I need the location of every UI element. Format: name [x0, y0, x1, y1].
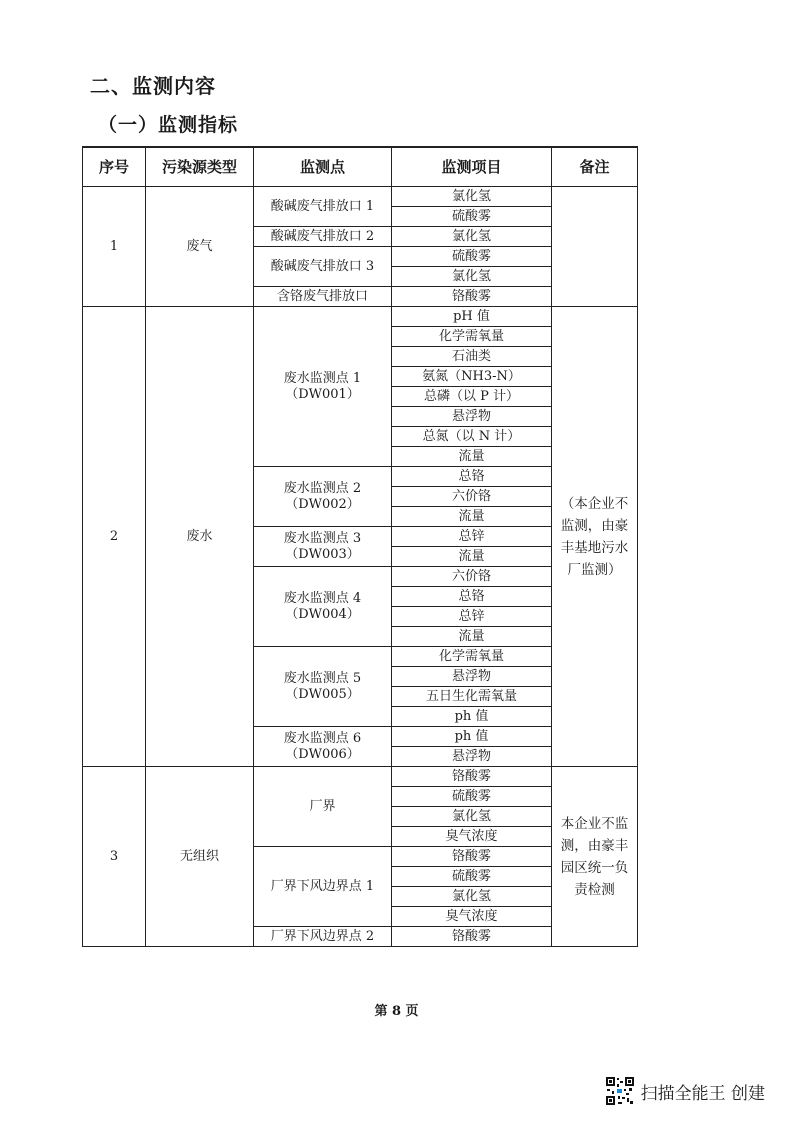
cell-note: （本企业不监测，由豪丰基地污水厂监测） — [552, 307, 638, 767]
cell-point: 酸碱废气排放口 2 — [254, 227, 392, 247]
cell-point: 厂界 — [254, 767, 392, 847]
cell-point: 废水监测点 6 （DW006） — [254, 727, 392, 767]
cell-point: 废水监测点 3 （DW003） — [254, 527, 392, 567]
cell-point: 厂界下风边界点 1 — [254, 847, 392, 927]
cell-type: 废水 — [146, 307, 254, 767]
table-row — [83, 767, 638, 787]
cell-no: 2 — [83, 307, 146, 767]
cell-item: 化学需氧量 — [392, 327, 552, 347]
table-header-row — [83, 147, 638, 187]
cell-note — [552, 187, 638, 307]
cell-item: 石油类 — [392, 347, 552, 367]
section-heading: 二、监测内容 — [90, 74, 216, 98]
cell-item: 硫酸雾 — [392, 787, 552, 807]
cell-item: 氨氮（NH3-N） — [392, 367, 552, 387]
cell-item: 氯化氢 — [392, 807, 552, 827]
cell-point: 废水监测点 5 （DW005） — [254, 647, 392, 727]
cell-item: 臭气浓度 — [392, 907, 552, 927]
cell-item: 硫酸雾 — [392, 867, 552, 887]
header-cell-point: 监测点 — [254, 147, 392, 187]
cell-item: 五日生化需氧量 — [392, 687, 552, 707]
cell-item: pH 值 — [392, 307, 552, 327]
cell-point: 含铬废气排放口 — [254, 287, 392, 307]
cell-point: 废水监测点 1 （DW001） — [254, 307, 392, 467]
scanner-watermark — [605, 1076, 765, 1106]
cell-item: 流量 — [392, 627, 552, 647]
header-cell-type: 污染源类型 — [146, 147, 254, 187]
cell-point: 废水监测点 2 （DW002） — [254, 467, 392, 527]
cell-no: 1 — [83, 187, 146, 307]
cell-item: 铬酸雾 — [392, 847, 552, 867]
cell-item: 悬浮物 — [392, 747, 552, 767]
cell-type: 无组织 — [146, 767, 254, 947]
cell-item: 氯化氢 — [392, 187, 552, 207]
cell-item: 流量 — [392, 507, 552, 527]
cell-item: 铬酸雾 — [392, 927, 552, 947]
header-cell-item: 监测项目 — [392, 147, 552, 187]
cell-item: 总磷（以 P 计） — [392, 387, 552, 407]
cell-item: 流量 — [392, 447, 552, 467]
cell-item: 六价铬 — [392, 487, 552, 507]
cell-item: 总铬 — [392, 587, 552, 607]
cell-no: 3 — [83, 767, 146, 947]
cell-item: 悬浮物 — [392, 667, 552, 687]
cell-type: 废气 — [146, 187, 254, 307]
page-number: 第 8 页 — [374, 1004, 419, 1019]
cell-item: 六价铬 — [392, 567, 552, 587]
table-row — [83, 307, 638, 327]
cell-item: ph 值 — [392, 727, 552, 747]
cell-point: 厂界下风边界点 2 — [254, 927, 392, 947]
cell-item: 总锌 — [392, 527, 552, 547]
cell-item: 流量 — [392, 547, 552, 567]
cell-item: 铬酸雾 — [392, 287, 552, 307]
header-cell-no: 序号 — [83, 147, 146, 187]
cell-item: 臭气浓度 — [392, 827, 552, 847]
cell-item: 总锌 — [392, 607, 552, 627]
table-row — [83, 187, 638, 207]
cell-item: ph 值 — [392, 707, 552, 727]
cell-point: 酸碱废气排放口 1 — [254, 187, 392, 227]
cell-note: 本企业不监测，由豪丰园区统一负责检测 — [552, 767, 638, 947]
cell-item: 硫酸雾 — [392, 207, 552, 227]
cell-item: 铬酸雾 — [392, 767, 552, 787]
monitoring-table — [82, 146, 638, 947]
cell-item: 总铬 — [392, 467, 552, 487]
cell-item: 氯化氢 — [392, 887, 552, 907]
cell-item: 总氮（以 N 计） — [392, 427, 552, 447]
subsection-heading: （一）监测指标 — [98, 114, 239, 136]
cell-item: 氯化氢 — [392, 267, 552, 287]
cell-item: 硫酸雾 — [392, 247, 552, 267]
cell-point: 废水监测点 4 （DW004） — [254, 567, 392, 647]
header-cell-note: 备注 — [552, 147, 638, 187]
cell-point: 酸碱废气排放口 3 — [254, 247, 392, 287]
watermark-text: 扫描全能王 创建 — [640, 1083, 765, 1104]
cell-item: 化学需氧量 — [392, 647, 552, 667]
qr-code-icon — [605, 1076, 635, 1106]
cell-item: 氯化氢 — [392, 227, 552, 247]
cell-item: 悬浮物 — [392, 407, 552, 427]
